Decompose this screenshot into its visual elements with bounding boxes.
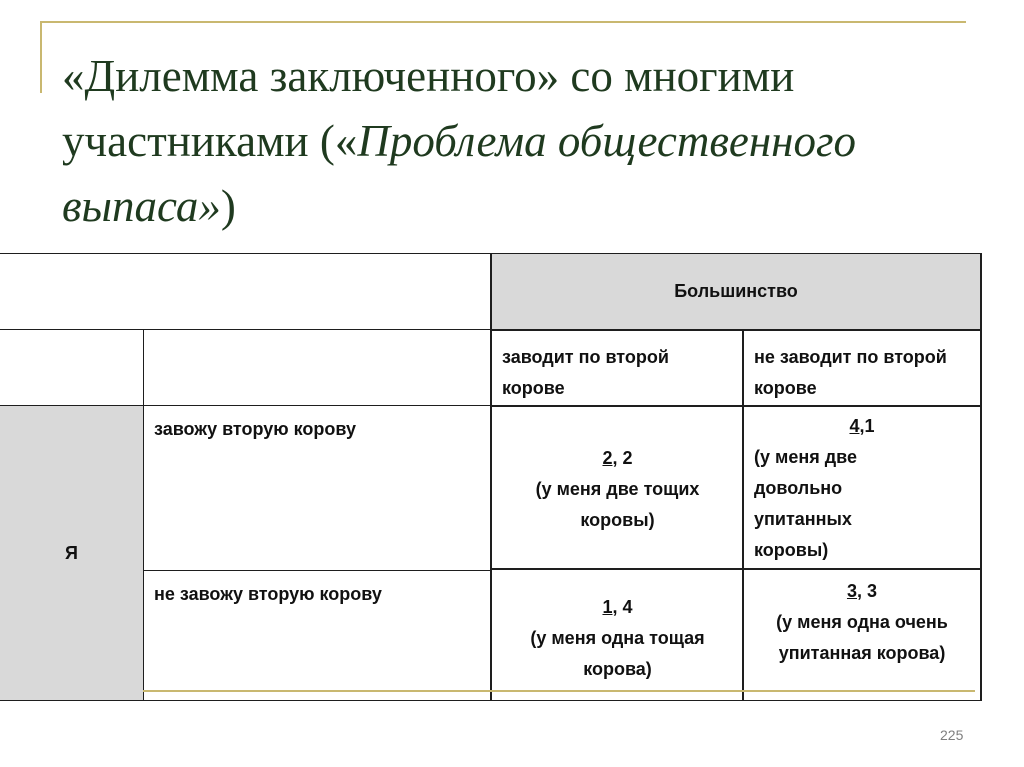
majority-payoff: 1 <box>864 416 875 436</box>
my-payoff: 3 <box>846 581 857 601</box>
row-player-label: Я <box>65 543 78 563</box>
empty-cell-row-header <box>143 329 491 405</box>
majority-payoff: 4 <box>622 597 633 617</box>
row-header-2 <box>143 570 491 701</box>
payoff-separator: , <box>856 581 867 601</box>
payoff-cell-r1c1 <box>490 405 743 570</box>
payoff-cell-r1c2 <box>742 405 982 570</box>
payoff-cell-r2c1 <box>490 570 743 701</box>
page-number: 225 <box>940 727 964 743</box>
my-payoff: 4 <box>849 416 860 436</box>
payoff-values <box>744 411 980 442</box>
title-end-part: ) <box>220 181 236 231</box>
payoff-separator: , <box>612 597 623 617</box>
col-header-1-label: заводит по второй корове <box>502 347 669 398</box>
table-bottom-border <box>0 700 982 701</box>
empty-corner-cell <box>0 253 490 329</box>
empty-cell-left <box>0 329 144 405</box>
payoff-note: (у меня две довольно упитанных коровы) <box>754 447 857 560</box>
col-header-2-label: не заводит по второй корове <box>754 347 947 398</box>
majority-payoff: 2 <box>622 448 633 468</box>
payoff-separator: , <box>859 416 865 436</box>
row-header-1 <box>143 405 491 570</box>
majority-payoff: 3 <box>867 581 878 601</box>
payoff-note: (у меня одна тощая корова) <box>530 628 705 679</box>
payoff-separator: , <box>612 448 623 468</box>
column-player-header <box>490 253 982 329</box>
payoff-cell-r2c2 <box>742 570 982 701</box>
col-header-2 <box>742 329 982 405</box>
row-header-1-label: завожу вторую корову <box>154 419 357 439</box>
row-header-2-label: не завожу вторую корову <box>154 584 382 604</box>
payoff-values <box>744 576 980 607</box>
title-italic-part: Проблема общественного выпаса» <box>62 116 857 231</box>
payoff-note: (у меня одна очень упитанная корова) <box>776 612 948 663</box>
payoff-values <box>492 443 743 474</box>
decorative-bottom-line <box>143 690 975 692</box>
payoff-note: (у меня две тощих коровы) <box>535 479 700 530</box>
title-plain-part: «Дилемма заключенного» со многими участниками (« <box>62 51 795 166</box>
payoff-values <box>492 592 743 623</box>
row-player-header <box>0 405 144 701</box>
col-header-1 <box>490 329 743 405</box>
my-payoff: 2 <box>602 448 613 468</box>
column-player-label: Большинство <box>674 281 798 301</box>
my-payoff: 1 <box>602 597 613 617</box>
